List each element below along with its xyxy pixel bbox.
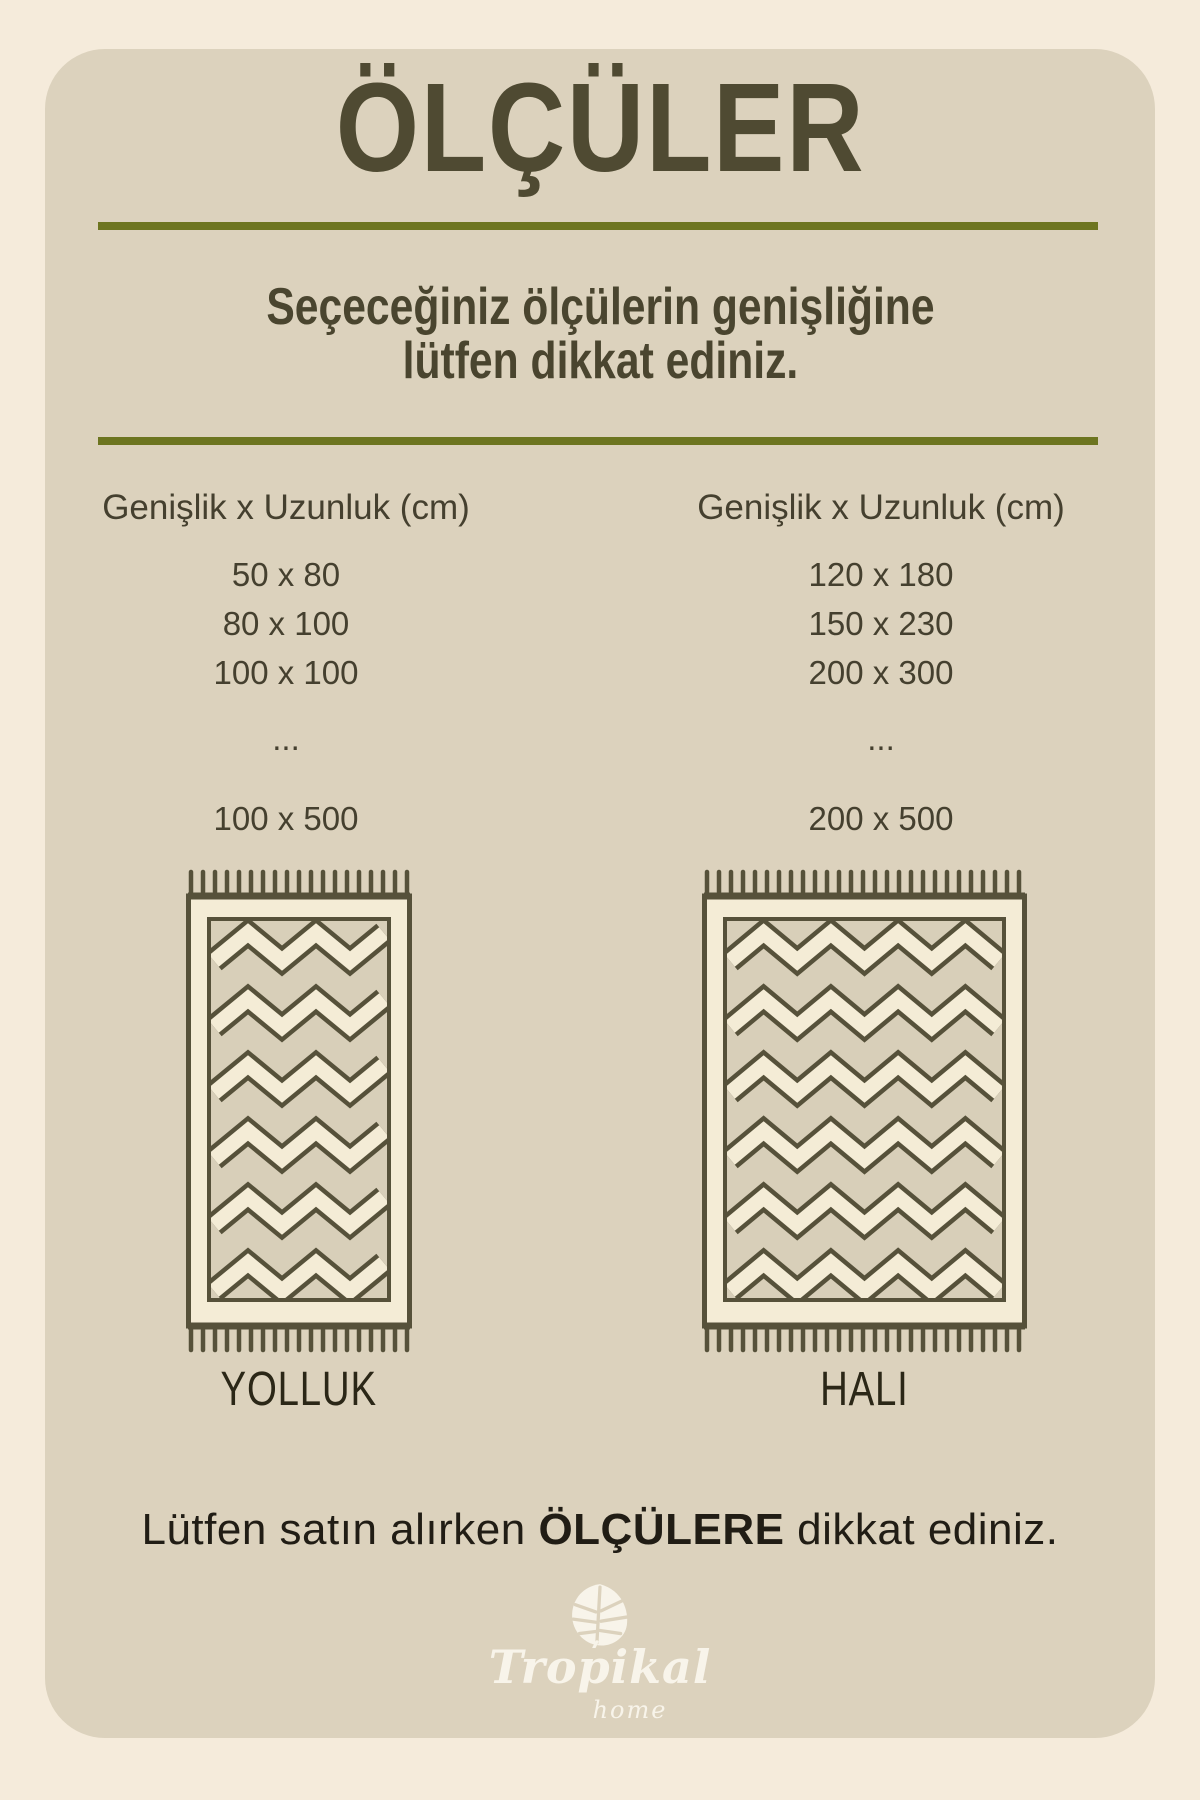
size-item: 100 x 100 (213, 654, 359, 691)
carpet-rug-illustration (702, 868, 1027, 1354)
size-item-ellipsis: ... (272, 720, 300, 757)
size-item: 80 x 100 (222, 605, 350, 642)
divider-line-middle (98, 437, 1098, 445)
divider-line-top (98, 222, 1098, 230)
column-header: Genişlik x Uzunluk (cm) (102, 488, 470, 527)
footer-prefix: Lütfen satın alırken (141, 1505, 539, 1554)
size-item-ellipsis: ... (867, 720, 895, 757)
subtitle-line-1: Seçeceğiniz ölçülerin genişliğine (265, 278, 935, 336)
carpet-rug-label: HALI (820, 1363, 909, 1416)
size-item: 50 x 80 (231, 556, 341, 593)
size-item: 200 x 500 (808, 800, 954, 837)
monstera-leaf-icon (568, 1582, 632, 1648)
subtitle-line-2: lütfen dikkat ediniz. (402, 332, 798, 390)
column-header: Genişlik x Uzunluk (cm) (697, 488, 1065, 527)
size-item: 150 x 230 (808, 605, 954, 642)
brand-subtitle: home (592, 1696, 668, 1724)
footer-emphasis: ÖLÇÜLERE (538, 1505, 785, 1554)
runner-rug-label: YOLLUK (220, 1363, 378, 1416)
footer-suffix: dikkat ediniz. (784, 1505, 1059, 1554)
size-item: 120 x 180 (808, 556, 954, 593)
footer-warning-text (0, 1503, 1200, 1557)
size-item: 100 x 500 (213, 800, 359, 837)
runner-rug-illustration (186, 868, 412, 1354)
page-subtitle (0, 280, 1200, 388)
page-title: ÖLÇÜLER (335, 57, 865, 198)
rug-inner-field (209, 919, 389, 1300)
brand-name: Tropikal (488, 1640, 712, 1694)
size-item: 200 x 300 (808, 654, 954, 691)
